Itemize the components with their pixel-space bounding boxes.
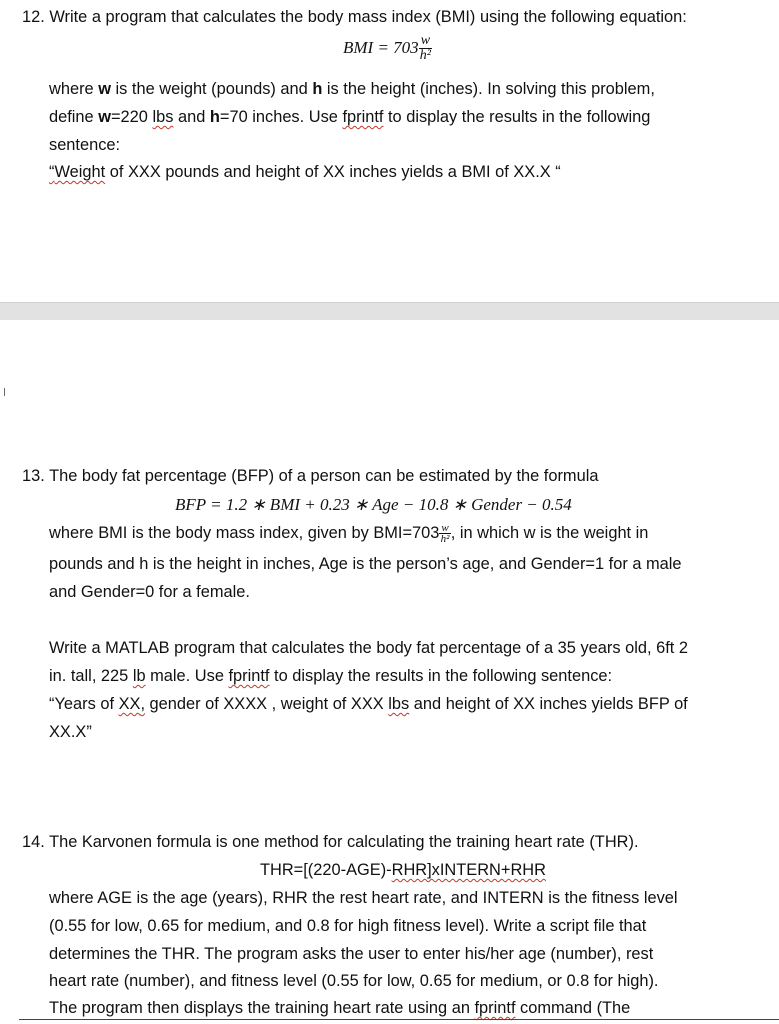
q14-line3: (0.55 for low, 0.65 for medium, and 0.8 for high fitness level). Write a script file that: [49, 917, 647, 935]
q12-l2w: w: [98, 80, 111, 98]
q13-p2l3a: “Years of: [49, 695, 119, 713]
q13-fraction: [439, 523, 450, 544]
q12-l3w: w: [98, 108, 111, 126]
q13-p2-line3: [49, 691, 688, 718]
q13-p2-line2: [49, 663, 612, 690]
q13-p2l2a: in. tall, 225: [49, 667, 133, 685]
q13-line1: [22, 463, 598, 490]
q12-l3-lbs: lbs: [152, 108, 174, 126]
page-break: [0, 302, 779, 321]
q12-l2b: is the weight (pounds) and: [110, 80, 313, 98]
q12-l3d: =70 inches. Use: [219, 108, 343, 126]
q13-l2b: , in which w is the weight in: [450, 524, 649, 542]
q12-l3b: =220: [110, 108, 153, 126]
q13-p2l3c: and height of XX inches yields BFP of: [409, 695, 688, 713]
q14-text: The Karvonen formula is one method for calculating the training heart rate (THR).: [49, 833, 639, 851]
q13-equation: BFP = 1.2 ∗ BMI + 0.23 ∗ Age − 10.8 ∗ Gender − 0.54: [175, 495, 572, 514]
q13-frac-num: w: [441, 522, 449, 535]
q12-line2: [49, 76, 655, 103]
q14-line5: heart rate (number), and fitness level (0.55 for low, 0.65 for medium, or 0.8 for high).: [49, 972, 659, 990]
q14-line1: [22, 829, 639, 856]
q12-l2h: h: [312, 80, 323, 98]
q13-line2: [49, 520, 648, 547]
q13-p2-line4: XX.X”: [49, 723, 92, 741]
q12-l5-rest: of XXX pounds and height of XX inches yields a BMI of XX.X “: [105, 163, 561, 181]
q14-line6: [49, 995, 630, 1022]
q14-line4: determines the THR. The program asks the user to enter his/her age (number), rest: [49, 945, 654, 963]
q13-p2l2b: male. Use: [145, 667, 229, 685]
q12-l3h: h: [209, 108, 220, 126]
q13-l2a: where BMI is the body mass index, given by BMI=703: [49, 524, 440, 542]
q13-p2l3-xx-group: [119, 695, 145, 713]
q12-eq-numerator: w: [420, 33, 431, 49]
q13-p2l3-lbs: lbs: [388, 695, 410, 713]
margin-marker: [4, 388, 5, 396]
q12-line3: [49, 104, 650, 131]
q12-l3-fprintf: fprintf: [342, 108, 384, 126]
q12-eq-fraction: [419, 34, 432, 63]
q12-line5: [49, 159, 561, 186]
q12-text: Write a program that calculates the body mass index (BMI) using the following equation:: [49, 8, 687, 26]
q14-l6a: The program then displays the training heart rate using an: [49, 999, 475, 1017]
q12-l2c: is the height (inches). In solving this problem,: [322, 80, 655, 98]
q12-l3a: define: [49, 108, 99, 126]
q13-p2-line1: Write a MATLAB program that calculates the body fat percentage of a 35 years old, 6ft 2: [49, 639, 688, 657]
q14-eq-a: THR=[(220-AGE)-: [260, 861, 392, 879]
q14-number: 14.: [22, 833, 45, 851]
q13-frac-den: h²: [440, 533, 450, 546]
q12-equation: [343, 34, 432, 63]
q13-number: 13.: [22, 467, 45, 485]
q13-p2l2c: to display the results in the following sentence:: [269, 667, 613, 685]
q13-p2l3-xx: XX: [118, 695, 141, 713]
q12-l5-weight: Weight: [54, 163, 106, 181]
q13-p2l3b: gender of XXXX , weight of XXX: [145, 695, 389, 713]
q13-p2l2-lb: lb: [132, 667, 146, 685]
bottom-rule: [19, 1019, 779, 1020]
q13-text: The body fat percentage (BFP) of a person can be estimated by the formula: [49, 467, 599, 485]
q13-line3: pounds and h is the height in inches, Age is the person’s age, and Gender=1 for a male: [49, 555, 682, 573]
q14-l6b: command (The: [515, 999, 631, 1017]
q12-l3e: to display the results in the following: [383, 108, 651, 126]
q14-eq-rhr: RHR]xINTERN+RHR: [391, 861, 546, 879]
q12-l5-open: “: [49, 163, 55, 181]
q12-eq-lhs: BMI = 703: [343, 38, 419, 57]
q12-l5-weight-group: [49, 163, 105, 181]
q12-line1: [22, 4, 687, 31]
q13-line4: and Gender=0 for a female.: [49, 583, 250, 601]
q13-p2l3-comma: ,: [140, 695, 145, 713]
q14-l6-fprintf: fprintf: [474, 999, 516, 1017]
q12-l2a: where: [49, 80, 99, 98]
q12-eq-denominator: h²: [419, 48, 431, 64]
q12-line4: sentence:: [49, 136, 121, 154]
q12-number: 12.: [22, 8, 45, 26]
q14-equation: [260, 857, 546, 884]
q13-p2l2-fprintf: fprintf: [228, 667, 270, 685]
q12-l3c: and: [173, 108, 210, 126]
q14-line2: where AGE is the age (years), RHR the rest heart rate, and INTERN is the fitness level: [49, 889, 678, 907]
